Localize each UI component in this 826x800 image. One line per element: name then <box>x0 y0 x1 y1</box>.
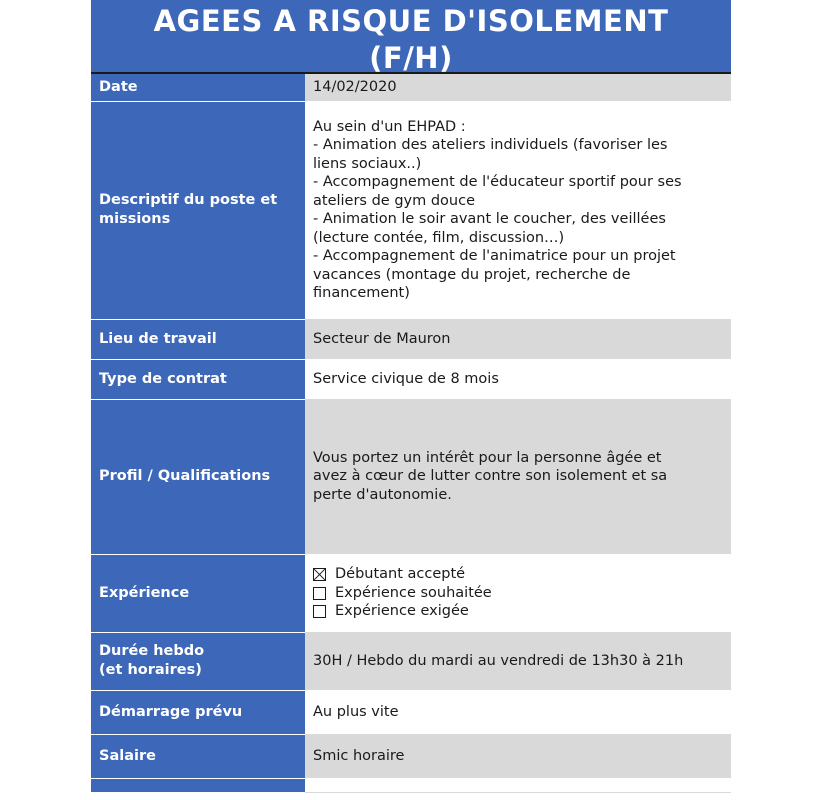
job-title-line2: (F/H) <box>369 41 453 75</box>
row-profil <box>91 399 731 554</box>
value-profil <box>305 399 731 554</box>
descriptif-line: Au sein d'un EHPAD : <box>313 118 466 135</box>
label-lieu: Lieu de travail <box>91 319 305 359</box>
label-next-partial <box>91 778 305 792</box>
experience-option[interactable] <box>313 565 721 584</box>
row-descriptif <box>91 101 731 319</box>
job-title-line1: AGEES A RISQUE D'ISOLEMENT <box>153 4 669 38</box>
checkbox-empty-icon[interactable] <box>313 605 326 618</box>
descriptif-line: liens sociaux..) <box>313 155 422 172</box>
row-demarrage <box>91 690 731 734</box>
job-title-banner <box>91 0 731 74</box>
descriptif-line: - Accompagnement de l'animatrice pour un projet <box>313 248 676 264</box>
label-duree-line2: (et horaires) <box>99 662 202 678</box>
label-duree-line1: Durée hebdo <box>99 643 205 659</box>
descriptif-line: - Animation des ateliers individuels (favoriser les <box>313 137 668 153</box>
checkbox-empty-icon[interactable] <box>313 587 326 600</box>
descriptif-line: (lecture contée, film, discussion…) <box>313 229 565 246</box>
row-next-partial <box>91 778 731 792</box>
profil-line: Vous portez un intérêt pour la personne âgée et <box>313 449 662 466</box>
label-descriptif: Descriptif du poste et missions <box>91 101 305 319</box>
label-date: Date <box>91 74 305 101</box>
label-duree <box>91 632 305 690</box>
row-date <box>91 74 731 101</box>
job-details-table <box>91 74 731 793</box>
descriptif-line: financement) <box>313 285 410 301</box>
value-experience <box>305 554 731 632</box>
value-salaire: Smic horaire <box>305 734 731 778</box>
row-lieu <box>91 319 731 359</box>
label-demarrage: Démarrage prévu <box>91 690 305 734</box>
descriptif-line: vacances (montage du projet, recherche de <box>313 266 631 283</box>
checkbox-checked-icon[interactable] <box>313 568 326 581</box>
label-contrat: Type de contrat <box>91 359 305 399</box>
label-salaire: Salaire <box>91 734 305 778</box>
descriptif-line: - Accompagnement de l'éducateur sportif pour ses <box>313 174 682 190</box>
experience-option-label: Expérience exigée <box>335 603 469 620</box>
label-profil: Profil / Qualifications <box>91 399 305 554</box>
job-offer-sheet <box>91 0 731 793</box>
label-experience: Expérience <box>91 554 305 632</box>
experience-option-label: Débutant accepté <box>335 566 466 583</box>
value-lieu: Secteur de Mauron <box>305 319 731 359</box>
value-next-partial <box>305 778 731 792</box>
descriptif-line: ateliers de gym douce <box>313 192 476 209</box>
value-demarrage: Au plus vite <box>305 690 731 734</box>
value-duree: 30H / Hebdo du mardi au vendredi de 13h30 à 21h <box>305 632 731 690</box>
value-contrat: Service civique de 8 mois <box>305 359 731 399</box>
experience-option[interactable] <box>313 602 721 621</box>
row-salaire <box>91 734 731 778</box>
row-experience <box>91 554 731 632</box>
profil-line: perte d'autonomie. <box>313 486 452 503</box>
value-date: 14/02/2020 <box>305 74 731 101</box>
row-duree <box>91 632 731 690</box>
value-descriptif <box>305 101 731 319</box>
experience-option[interactable] <box>313 584 721 603</box>
experience-option-label: Expérience souhaitée <box>335 584 492 601</box>
descriptif-line: - Animation le soir avant le coucher, des veillées <box>313 211 666 227</box>
row-contrat <box>91 359 731 399</box>
profil-line: avez à cœur de lutter contre son isolement et sa <box>313 468 668 485</box>
